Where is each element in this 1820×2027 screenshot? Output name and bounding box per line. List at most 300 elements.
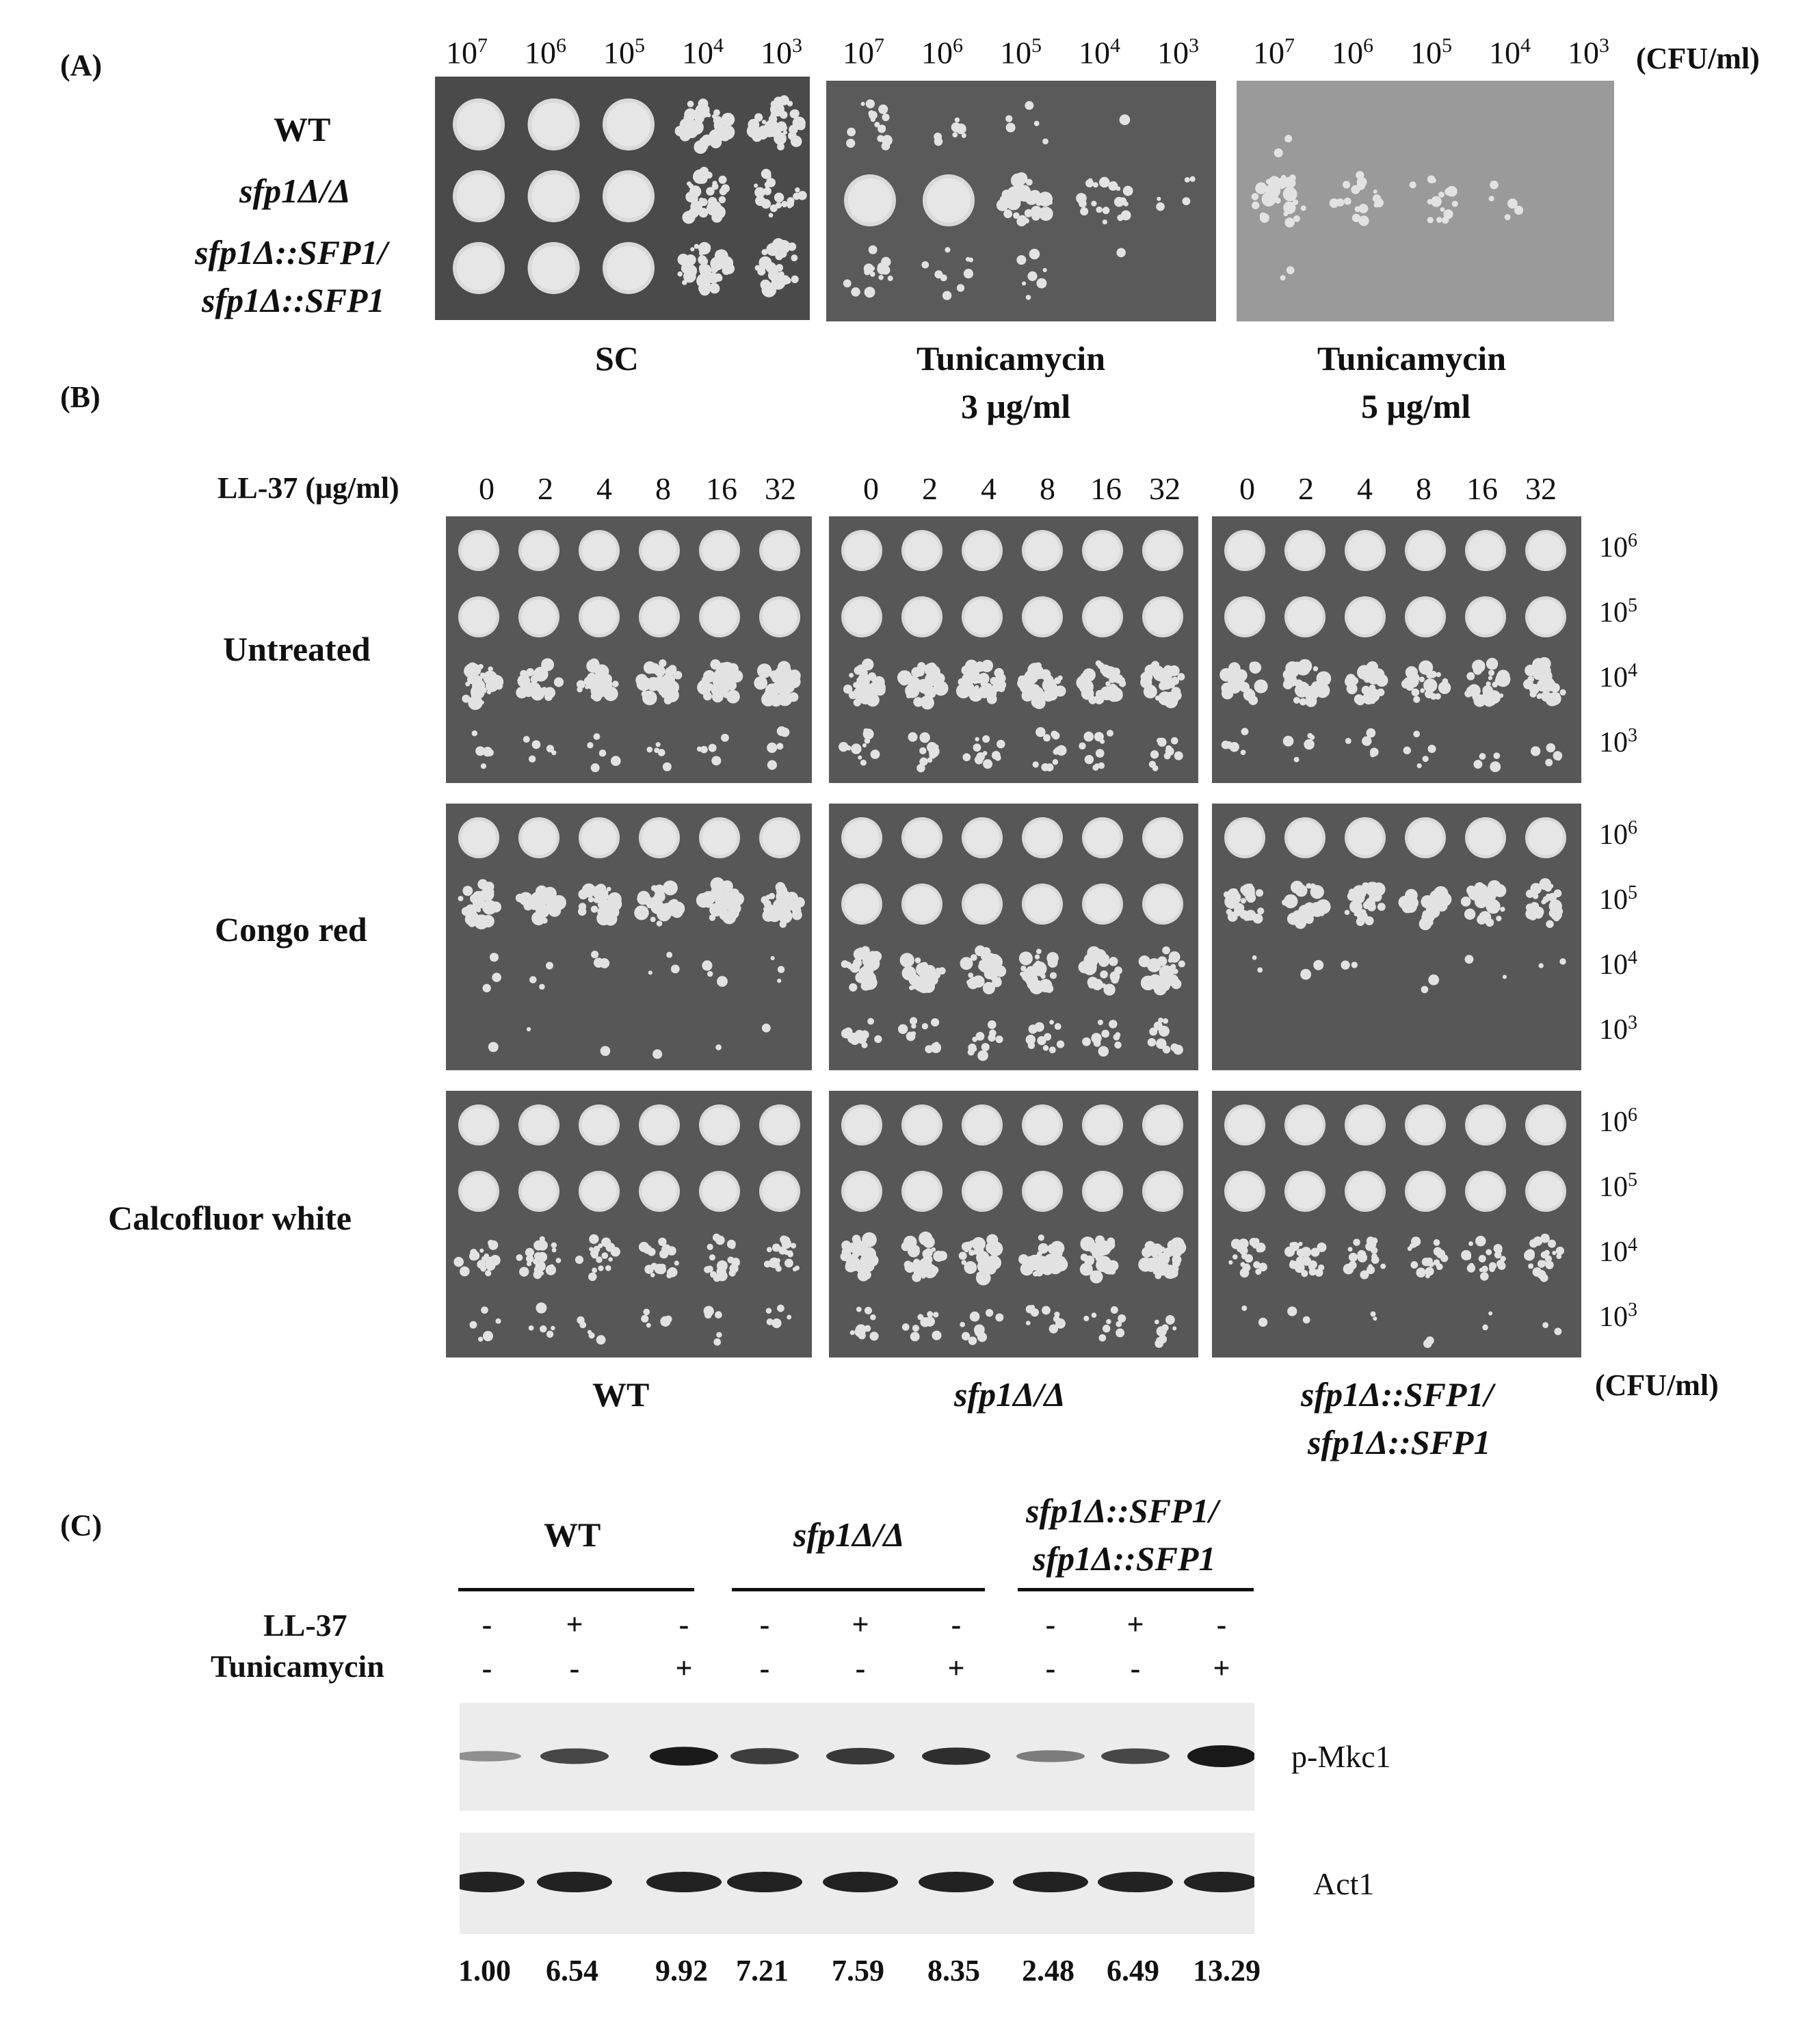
colony [764, 126, 776, 137]
colony-spot-core [1288, 821, 1323, 856]
colony [976, 1271, 991, 1286]
colony [1525, 665, 1536, 676]
colony [1425, 1267, 1434, 1276]
colony [1341, 961, 1349, 970]
colony [540, 1325, 546, 1332]
colony [596, 884, 607, 895]
colony [1419, 676, 1425, 682]
colony [1366, 728, 1375, 738]
colony [847, 128, 856, 137]
colony [789, 125, 797, 134]
colony [591, 1251, 598, 1258]
colony [1413, 730, 1420, 737]
colony [1541, 1251, 1548, 1258]
colony [1552, 1251, 1556, 1255]
colony-spot-core [965, 600, 1000, 635]
panel-b-row-dilution: $10^3$ [1599, 1012, 1637, 1046]
colony [1025, 101, 1033, 110]
colony [575, 1256, 583, 1264]
colony [856, 1307, 862, 1312]
colony [646, 1323, 651, 1327]
colony [860, 1256, 875, 1270]
panel-b-ll37-label: LL-37 (μg/ml) [217, 471, 399, 505]
colony-spot-core [522, 821, 557, 856]
colony [700, 746, 708, 754]
colony [1374, 202, 1379, 207]
colony [683, 211, 696, 224]
colony [917, 964, 925, 972]
colony [1330, 198, 1339, 208]
panel-b-concentration: 32 [765, 471, 796, 506]
plate-background [1212, 516, 1581, 783]
panel-a-strain-complement-line1: sfp1Δ::SFP1/ [195, 233, 388, 271]
colony [525, 1248, 534, 1257]
colony [1473, 760, 1482, 769]
colony-spot-core [1085, 1108, 1120, 1143]
colony [922, 1023, 928, 1029]
panel-a-dilution-header: $10^7$ [1253, 34, 1295, 70]
colony-spot-core [607, 103, 651, 147]
colony [934, 270, 942, 278]
colony [453, 1257, 464, 1267]
colony-spot-core [905, 821, 940, 856]
colony [483, 1331, 493, 1341]
colony [656, 742, 661, 747]
colony-spot-core [1468, 1174, 1503, 1209]
colony [1410, 680, 1418, 687]
colony [1038, 1243, 1049, 1254]
colony [577, 1316, 584, 1324]
colony [869, 246, 878, 254]
colony [1440, 207, 1445, 212]
colony-spot-core [1529, 600, 1564, 635]
panel-a-strain-complement-line2: sfp1Δ::SFP1 [202, 281, 385, 319]
colony [1434, 1259, 1440, 1265]
colony [717, 976, 728, 987]
colony [1359, 909, 1366, 916]
colony [687, 101, 694, 107]
colony [1012, 199, 1016, 204]
colony [1116, 248, 1126, 258]
colony [1539, 663, 1544, 668]
colony [1150, 750, 1159, 758]
colony [1058, 687, 1065, 693]
colony [1036, 278, 1046, 289]
colony [1228, 1260, 1232, 1264]
colony [486, 749, 494, 756]
colony [757, 663, 771, 678]
colony [1033, 761, 1039, 767]
colony [849, 983, 857, 992]
colony [976, 1251, 989, 1264]
colony [1022, 281, 1026, 285]
colony [927, 663, 937, 672]
panel-a-dilution-header: $10^4$ [1489, 34, 1531, 70]
colony-spot-core [763, 600, 797, 635]
colony [927, 1311, 933, 1317]
colony [1165, 1315, 1175, 1325]
colony [586, 678, 597, 689]
colony [1421, 986, 1429, 994]
colony [871, 266, 875, 270]
colony [1539, 878, 1551, 890]
colony [755, 196, 765, 206]
colony [919, 758, 927, 766]
colony [1373, 194, 1381, 202]
colony [1107, 730, 1113, 737]
colony [635, 674, 648, 687]
colony [715, 685, 723, 693]
colony [605, 1265, 611, 1271]
colony [787, 204, 792, 209]
colony [608, 1257, 613, 1262]
colony [864, 952, 873, 961]
colony [595, 664, 609, 678]
colony [1524, 1250, 1535, 1261]
colony [925, 672, 938, 686]
colony [1085, 960, 1093, 968]
colony [1347, 683, 1358, 694]
colony [523, 736, 530, 743]
colony-spot-core [582, 821, 617, 856]
colony [1113, 1034, 1120, 1041]
colony [982, 735, 990, 743]
colony-spot-core [1146, 1174, 1181, 1209]
colony [1438, 191, 1445, 198]
colony [1310, 902, 1325, 917]
colony [724, 260, 731, 267]
colony [606, 689, 617, 700]
colony [1431, 196, 1442, 207]
colony [1123, 186, 1133, 196]
colony [1295, 685, 1306, 695]
colony [718, 176, 726, 184]
colony [458, 896, 464, 901]
colony [780, 912, 791, 922]
colony [481, 888, 494, 901]
colony [972, 1046, 977, 1051]
colony [1039, 207, 1053, 221]
colony-spot-core [1146, 821, 1181, 856]
colony [722, 910, 736, 924]
panel-b-plate [446, 804, 812, 1070]
colony [1171, 687, 1181, 696]
colony [767, 1247, 772, 1252]
colony [1432, 890, 1440, 899]
colony [1283, 202, 1295, 214]
colony-spot-core [607, 174, 651, 219]
colony [1173, 1045, 1183, 1055]
colony [1540, 670, 1553, 683]
colony [674, 1260, 679, 1265]
colony [1464, 955, 1473, 964]
colony [1076, 675, 1091, 690]
colony-spot-core [531, 103, 576, 147]
colony [589, 1247, 594, 1251]
panel-c-ll37-sign: + [852, 1608, 869, 1641]
colony-spot-core [1408, 600, 1443, 635]
colony [1005, 115, 1012, 122]
panel-b-strain-wt: WT [592, 1375, 650, 1414]
colony [968, 1336, 977, 1345]
colony-spot-core [905, 600, 940, 635]
colony [715, 250, 720, 254]
panel-a-dilution-header: $10^3$ [1157, 34, 1199, 70]
colony [1466, 672, 1475, 680]
colony [716, 1332, 722, 1338]
colony [651, 1263, 658, 1270]
panel-c-tunicamycin-sign: - [482, 1652, 492, 1685]
colony-spot-core [1228, 600, 1263, 635]
colony-spot-core [965, 533, 1000, 568]
colony [1148, 1264, 1153, 1270]
colony [1106, 1319, 1111, 1325]
colony-spot-core [642, 600, 677, 635]
colony [646, 677, 661, 691]
colony [769, 1258, 780, 1269]
colony [1486, 681, 1491, 686]
colony [1171, 737, 1178, 745]
colony [925, 1045, 933, 1053]
colony [782, 897, 795, 910]
colony [1112, 674, 1121, 683]
colony [549, 908, 557, 916]
colony [525, 672, 530, 678]
colony [1500, 1256, 1505, 1261]
colony [1105, 671, 1112, 678]
colony [1228, 888, 1239, 900]
colony [791, 276, 799, 283]
panel-b-concentration: 8 [1040, 471, 1055, 506]
colony [778, 966, 785, 973]
colony [1160, 1247, 1165, 1252]
colony [556, 1258, 562, 1263]
panel-b-concentration: 8 [1416, 471, 1432, 506]
colony [670, 899, 678, 907]
colony [1362, 736, 1371, 745]
colony-spot-core [1348, 1174, 1383, 1209]
colony-spot-core [457, 174, 501, 219]
colony [1366, 688, 1380, 702]
colony [858, 1269, 870, 1282]
colony [962, 133, 966, 138]
colony [1157, 956, 1167, 966]
colony [1294, 757, 1300, 763]
colony-spot-core [462, 1108, 497, 1143]
colony [1026, 295, 1031, 300]
colony [1234, 903, 1244, 913]
colony [910, 1017, 917, 1024]
colony [923, 1264, 937, 1278]
colony [1413, 696, 1420, 703]
colony-spot-core [1348, 533, 1383, 568]
colony [1530, 691, 1537, 698]
colony [1426, 902, 1440, 916]
colony [770, 111, 776, 118]
colony [1464, 908, 1475, 919]
colony-spot-core [1348, 1108, 1383, 1143]
colony [654, 747, 659, 753]
colony [1103, 1325, 1110, 1332]
panel-a-dilution-header: $10^3$ [761, 34, 802, 70]
colony [784, 1259, 793, 1268]
colony [1253, 1261, 1261, 1269]
colony [715, 893, 729, 907]
colony [1488, 1312, 1492, 1316]
colony [850, 1330, 855, 1335]
panel-c-ll37-sign: + [566, 1608, 583, 1641]
colony [1003, 209, 1012, 218]
colony [973, 743, 981, 752]
colony [1033, 1271, 1038, 1277]
colony [1229, 678, 1241, 691]
panel-c-strain-complement-line1: sfp1Δ::SFP1/ [1026, 1492, 1219, 1530]
colony [960, 1322, 965, 1327]
act1-band [537, 1872, 612, 1892]
colony [981, 682, 985, 686]
colony [1035, 954, 1040, 959]
colony [762, 1024, 771, 1033]
colony [878, 124, 886, 133]
colony [951, 122, 961, 132]
colony [655, 665, 665, 676]
colony-spot-core [522, 1108, 557, 1143]
panel-c-group-line-wt [458, 1588, 694, 1591]
colony [1114, 197, 1124, 207]
colony [485, 1270, 491, 1276]
colony [1554, 1327, 1561, 1335]
colony-spot-core [965, 887, 1000, 922]
colony [1434, 1247, 1442, 1256]
colony [870, 271, 875, 277]
colony [783, 131, 787, 135]
colony [1364, 916, 1373, 925]
colony [1148, 1038, 1156, 1046]
colony [1117, 215, 1123, 221]
colony [975, 945, 986, 956]
colony [761, 896, 769, 903]
colony [908, 732, 917, 742]
colony [495, 682, 503, 689]
colony-spot-core [702, 821, 737, 856]
colony [767, 743, 777, 753]
colony [1255, 183, 1267, 194]
colony [1291, 881, 1304, 894]
colony [934, 137, 943, 146]
colony [1043, 676, 1049, 682]
plate-background [446, 804, 812, 1070]
panel-a-plate-tunicamycin-3 [826, 81, 1216, 321]
panel-c-ll37-sign: + [1126, 1608, 1144, 1641]
colony [957, 284, 964, 291]
colony-spot-core [1228, 533, 1263, 568]
colony [555, 898, 562, 905]
colony [952, 132, 958, 137]
colony [1241, 1253, 1248, 1259]
panel-b-concentration: 16 [1466, 471, 1498, 506]
colony [983, 759, 992, 769]
colony [1296, 661, 1310, 675]
panel-c-tunicamycin-sign: + [675, 1652, 693, 1685]
colony [462, 695, 470, 703]
colony [678, 254, 689, 265]
colony [1310, 885, 1324, 899]
colony-spot-core [522, 533, 557, 568]
colony [1043, 734, 1051, 742]
colony [1044, 1254, 1057, 1266]
colony [1481, 1274, 1487, 1280]
colony [1351, 962, 1358, 968]
colony [591, 905, 598, 912]
colony-spot-core [1025, 1108, 1060, 1143]
colony-spot-core [845, 533, 880, 568]
panel-b-strain-sfp1-null: sfp1Δ/Δ [954, 1375, 1066, 1414]
colony [1434, 1239, 1440, 1246]
colony [859, 690, 871, 702]
colony [1088, 696, 1096, 704]
colony [995, 1313, 1003, 1321]
panel-c-quant-value: 7.21 [736, 1954, 789, 1987]
colony [660, 1316, 670, 1327]
panel-b-plate [446, 516, 812, 783]
colony [709, 274, 718, 284]
panel-b-unit: (CFU/ml) [1595, 1368, 1719, 1402]
colony [527, 1261, 531, 1266]
colony-spot-core [531, 174, 576, 219]
panel-b-concentration: 4 [596, 471, 612, 506]
colony [542, 918, 548, 924]
colony [917, 1314, 923, 1320]
colony [780, 111, 788, 119]
colony [1013, 212, 1020, 219]
colony [1042, 690, 1055, 702]
panel-c-quant-value: 2.48 [1022, 1954, 1074, 1987]
colony [906, 1032, 916, 1042]
panel-c-quant-value: 13.29 [1193, 1954, 1261, 1987]
colony [1488, 920, 1492, 925]
colony [877, 135, 884, 142]
panel-c-tunicamycin-sign: - [1130, 1652, 1141, 1685]
colony-spot-core [607, 246, 651, 291]
colony [534, 1266, 542, 1274]
colony-spot-core [457, 103, 501, 147]
panel-c-label: (C) [60, 1509, 103, 1542]
colony [519, 1267, 529, 1276]
colony [495, 1319, 501, 1324]
colony [1098, 1020, 1103, 1025]
colony [1442, 217, 1449, 224]
colony [1024, 218, 1029, 224]
colony-spot-core [763, 1174, 797, 1209]
colony [1494, 1251, 1502, 1259]
colony [1553, 914, 1560, 921]
colony [1304, 739, 1314, 750]
colony [464, 664, 477, 678]
colony [1172, 1326, 1176, 1330]
colony [874, 1035, 882, 1043]
act1-band [727, 1872, 802, 1892]
panel-c-tunicamycin-sign: + [947, 1652, 965, 1685]
colony [537, 1252, 547, 1262]
colony [1109, 957, 1118, 966]
colony [933, 971, 940, 979]
colony-spot-core [1468, 600, 1503, 635]
colony [1091, 1033, 1101, 1043]
colony [727, 1256, 734, 1263]
colony [648, 970, 652, 975]
colony [1248, 695, 1258, 705]
colony [529, 756, 536, 763]
